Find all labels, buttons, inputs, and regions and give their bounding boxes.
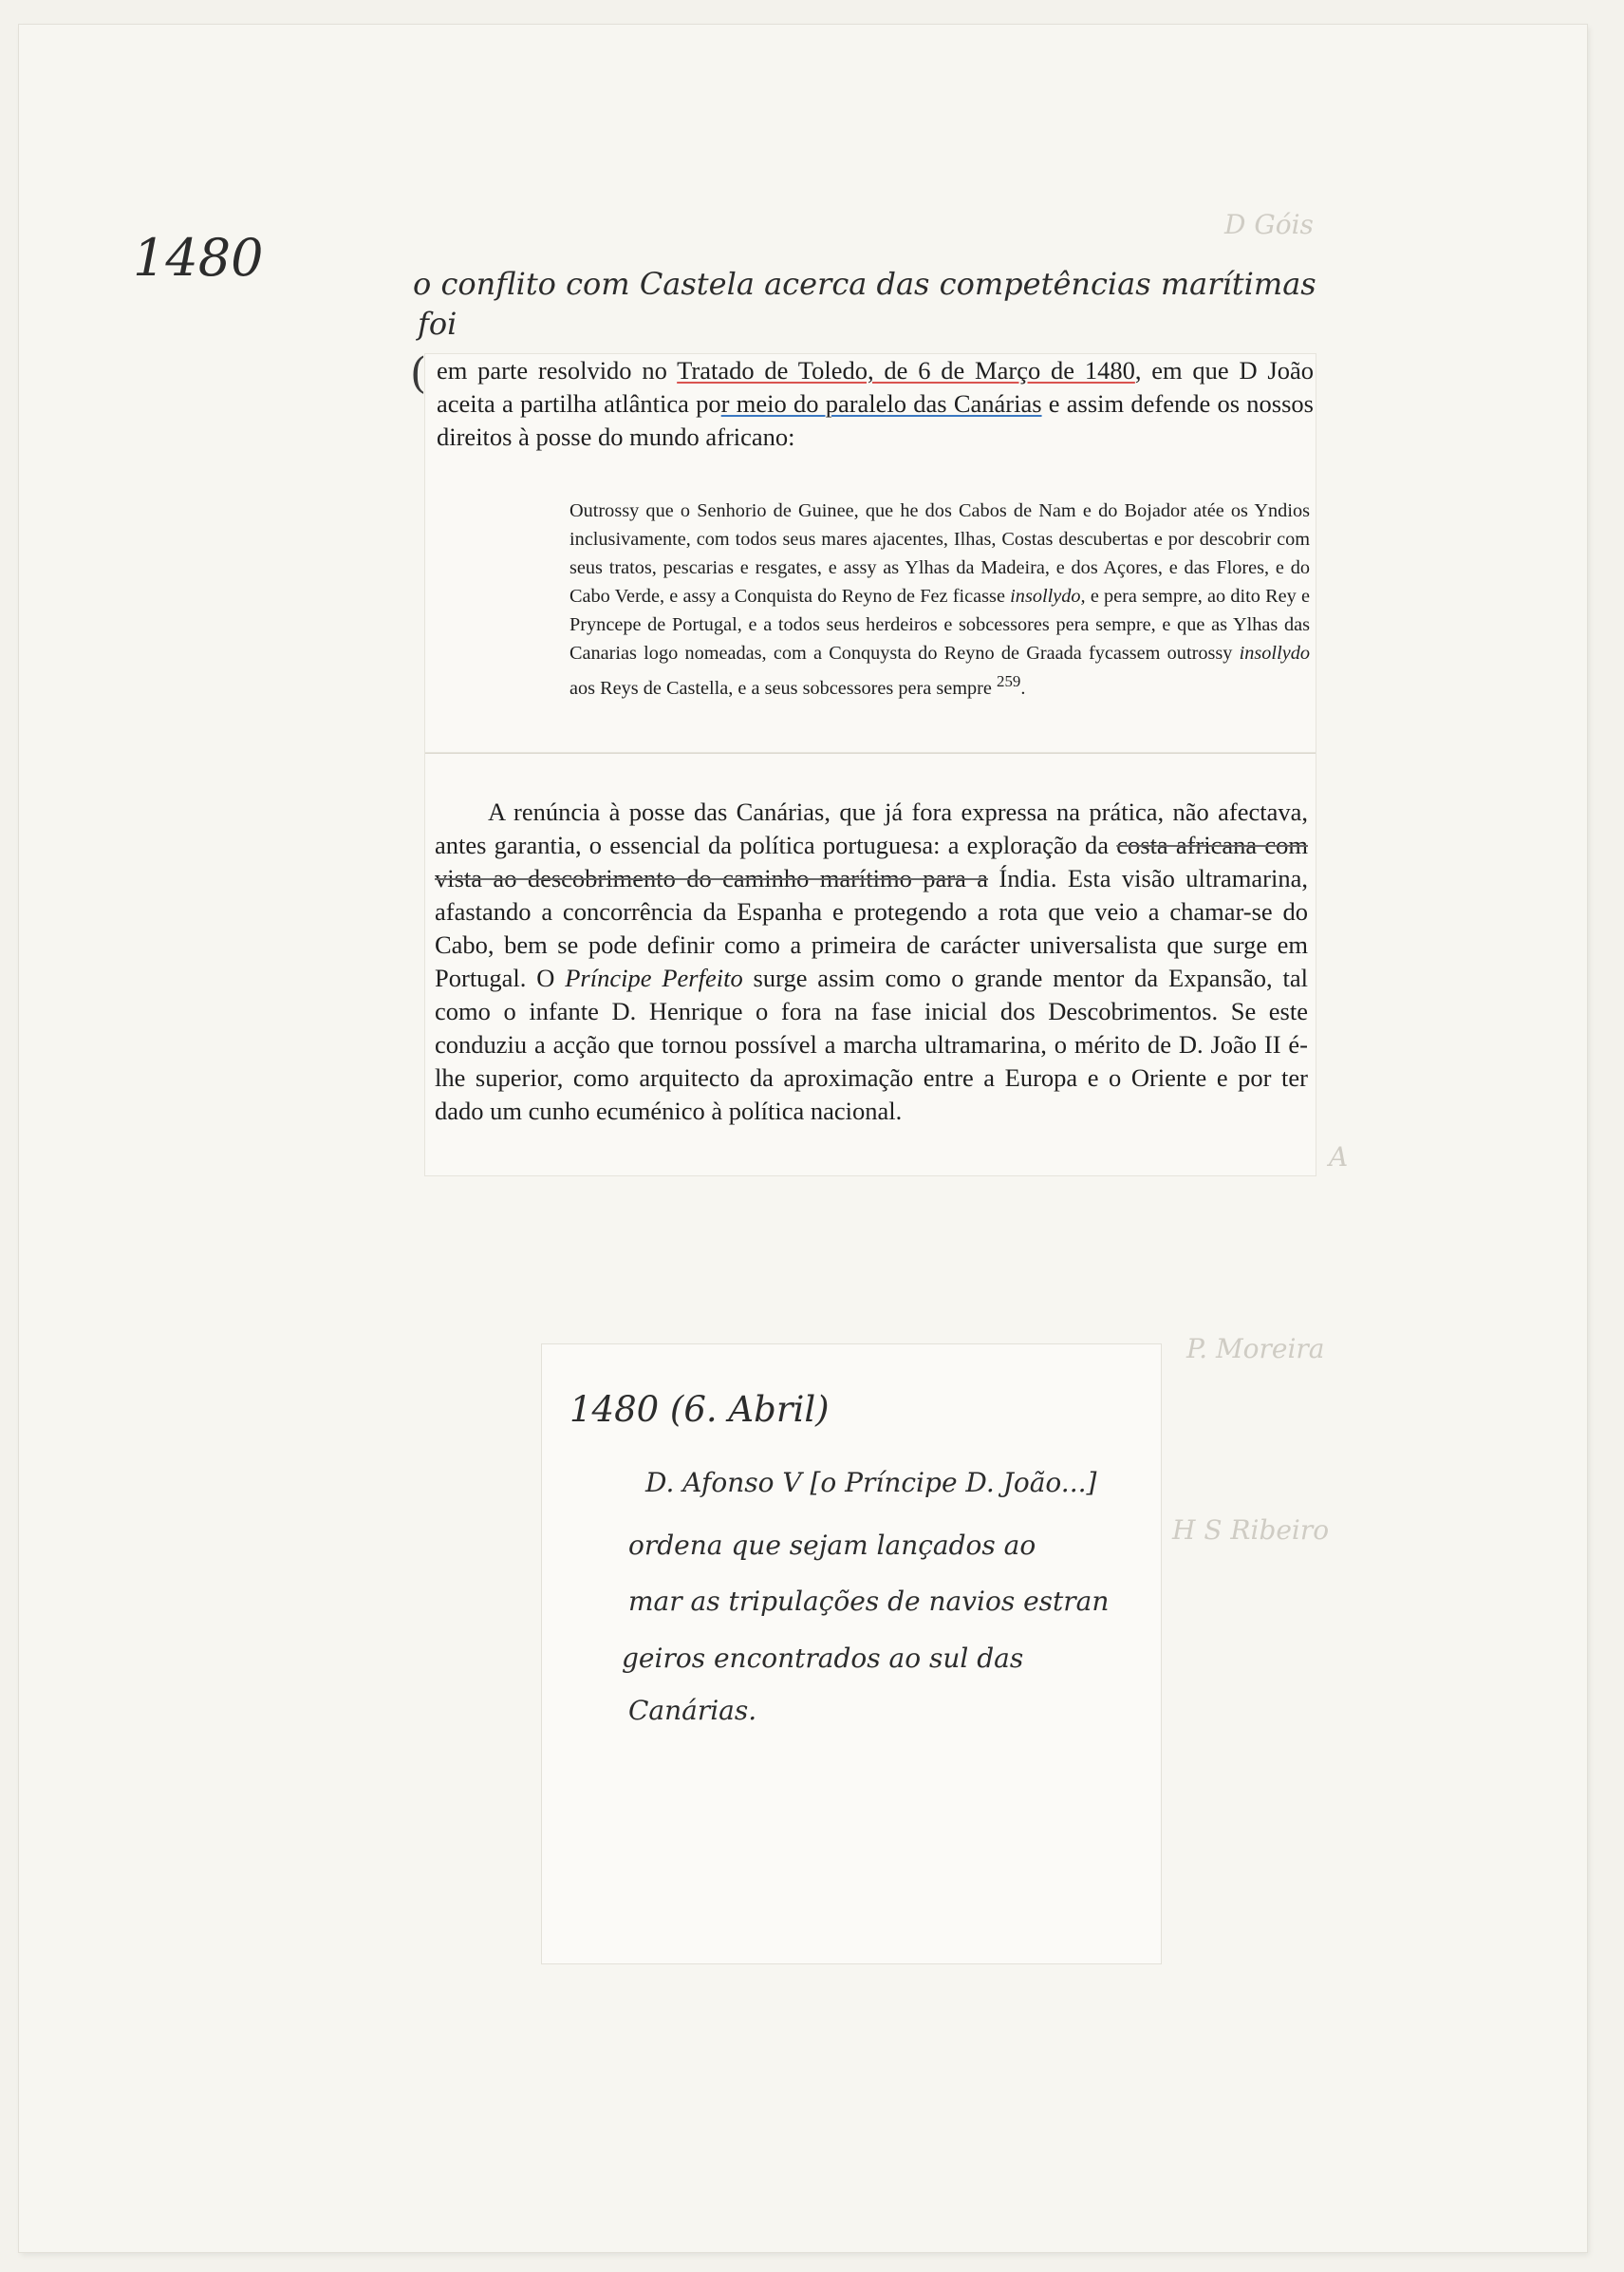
ghost-mark-2: P. Moreira xyxy=(1186,1333,1325,1364)
p2-run: Índia. Esta visão ultramarina, afastando a concorrência da Espanha e protegendo a rota que veio a chamar-se do Cabo, bem se pode definir como a primeira de carácter universalista que surge em Portugal. O xyxy=(435,864,1308,992)
quote-run: insollydo xyxy=(1239,643,1310,664)
p1-run: em parte resolvido no xyxy=(437,356,678,385)
ghost-mark-4: A xyxy=(1329,1141,1349,1173)
handwritten-note-line-2: foi xyxy=(418,306,457,342)
card-line: ordena que sejam lançados ao xyxy=(628,1530,1036,1561)
quote-run: 259 xyxy=(997,672,1021,690)
p2-run: surge assim como o grande mentor da Expansão, tal como o infante D. Henrique o fora na fase inicial dos Descobrimentos. Se este conduziu a acção que tornou possível a marcha ultramarina, o mérito de D. João II é-lhe superior, como arquitecto da aproximação entre a Europa e o Oriente e por ter dado um cunho ecuménico à política nacional. xyxy=(435,964,1308,1125)
quote-run: e pera sempre, ao dito Rey e Pryncepe de Portugal, e a todos seus herdeiros e sobcessores pera sempre, e que as Ylhas das Canarias logo nomeadas, com a Conquysta do Reyno de Graada fycassem outrossy xyxy=(569,586,1310,664)
paragraph-renunciation xyxy=(435,796,1308,1128)
bracket-mark-icon: ( xyxy=(410,349,427,398)
treaty-quotation xyxy=(569,497,1310,703)
p1-run: e assim defende os nossos direitos à posse do mundo africano: xyxy=(437,389,1314,451)
card-line: Canárias. xyxy=(628,1695,757,1726)
p1-run: r meio do paralelo das Canárias xyxy=(720,389,1042,418)
p1-run: Tratado de Toledo, de 6 de Março de 1480 xyxy=(677,356,1135,385)
card-title: 1480 (6. Abril) xyxy=(569,1389,830,1430)
quote-run: insollydo, xyxy=(1010,586,1086,607)
p2-run: A renúncia à posse das Canárias, que já fora expressa na prática, não afectava, antes garantia, o essencial da política portuguesa: a exploração da xyxy=(435,798,1308,859)
clipping-fold-line xyxy=(425,753,1316,754)
card-line: mar as tripulações de navios estran xyxy=(628,1586,1110,1617)
card-line: geiros encontrados ao sul das xyxy=(622,1643,1024,1674)
card-line: D. Afonso V [o Príncipe D. João...] xyxy=(645,1467,1097,1498)
ghost-mark-1: D Góis xyxy=(1224,209,1314,240)
p1-run: , em que D João aceita a partilha atlântica po xyxy=(437,356,1314,418)
p2-run: Príncipe Perfeito xyxy=(565,964,743,992)
p2-run: costa africana com vista ao descobrimento do caminho marítimo para a xyxy=(435,831,1308,892)
handwritten-note-line-1: o conflito com Castela acerca das competências marítimas xyxy=(413,266,1316,302)
quote-run: aos Reys de Castella, e a seus sobcessores pera sempre xyxy=(569,677,997,699)
paragraph-treaty xyxy=(437,354,1314,454)
ghost-mark-3: H S Ribeiro xyxy=(1172,1514,1330,1546)
handwritten-year: 1480 xyxy=(133,228,264,288)
quote-run: Outrossy que o Senhorio de Guinee, que he dos Cabos de Nam e do Bojador atée os Yndios inclusivamente, com todos seus mares ajacentes, Ilhas, Costas descubertas e por descobrir com seus tratos, pescarias e resgates, e assy as Ylhas da Madeira, e dos Açores, e das Flores, e do Cabo Verde, e assy a Conquista do Reyno de Fez ficasse xyxy=(569,500,1310,607)
quote-run: . xyxy=(1020,677,1026,699)
